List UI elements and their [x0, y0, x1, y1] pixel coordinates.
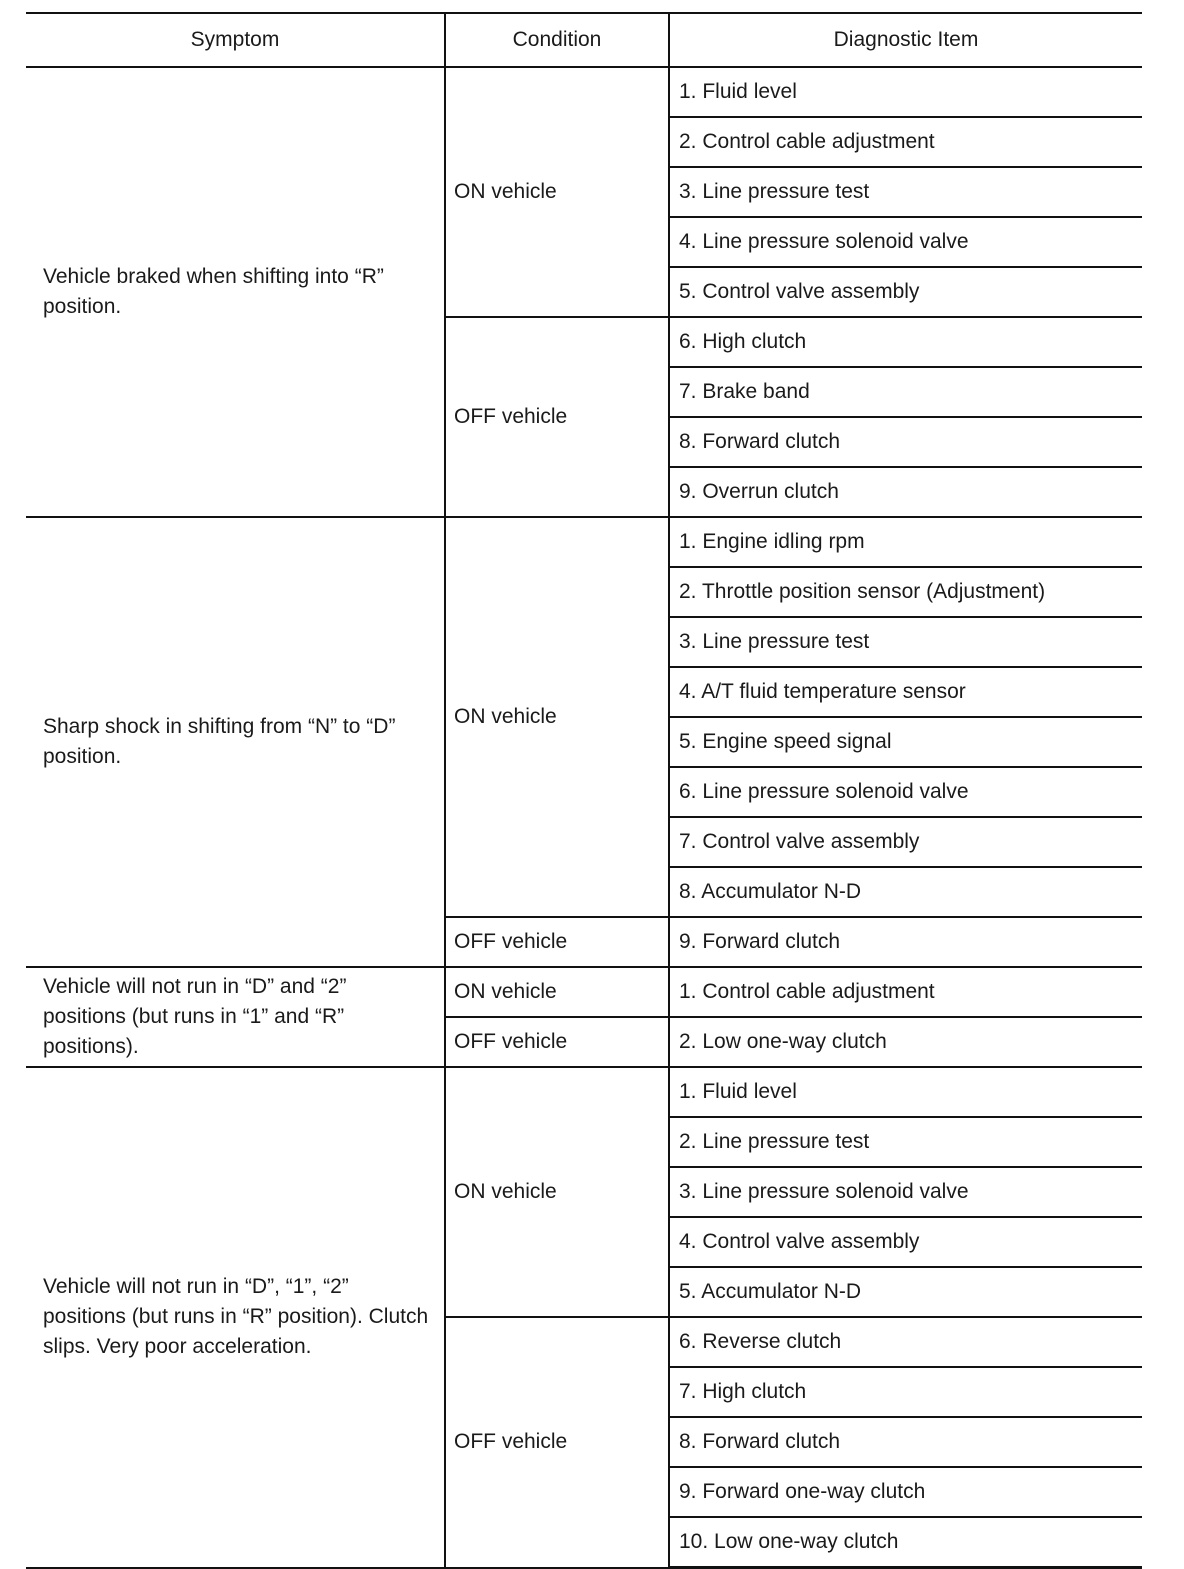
diagnostic-item-cell: 3. Line pressure test	[669, 167, 1142, 217]
diagnostic-item-cell: 5. Engine speed signal	[669, 717, 1142, 767]
table-row	[26, 67, 1142, 117]
diagnostic-item-cell: 4. Line pressure solenoid valve	[669, 217, 1142, 267]
diagnostic-item-cell: 4. A/T fluid temperature sensor	[669, 667, 1142, 717]
diagnostic-item-cell: 2. Low one-way clutch	[669, 1017, 1142, 1067]
symptom-cell: Vehicle will not run in “D” and “2” positions (but runs in “1” and “R” positions).	[26, 967, 445, 1067]
diagnostic-item-cell: 9. Forward one-way clutch	[669, 1467, 1142, 1517]
condition-cell: OFF vehicle	[445, 1017, 669, 1067]
condition-cell: ON vehicle	[445, 967, 669, 1017]
diagnostic-item-cell: 1. Engine idling rpm	[669, 517, 1142, 567]
diagnostic-item-cell: 8. Forward clutch	[669, 1417, 1142, 1467]
diagnostic-item-cell: 2. Line pressure test	[669, 1117, 1142, 1167]
diagnostic-item-cell: 1. Fluid level	[669, 1067, 1142, 1117]
diagnostic-item-cell: 1. Control cable adjustment	[669, 967, 1142, 1017]
diagnostic-item-cell: 9. Overrun clutch	[669, 467, 1142, 517]
condition-cell: ON vehicle	[445, 517, 669, 917]
table-row	[26, 517, 1142, 567]
condition-cell: OFF vehicle	[445, 1317, 669, 1568]
condition-cell: ON vehicle	[445, 67, 669, 317]
diagnostic-item-cell: 3. Line pressure solenoid valve	[669, 1167, 1142, 1217]
header-condition: Condition	[445, 13, 669, 67]
diagnostic-item-cell: 7. Control valve assembly	[669, 817, 1142, 867]
diagnostic-item-cell: 4. Control valve assembly	[669, 1217, 1142, 1267]
diagnostic-table	[26, 12, 1142, 1569]
diagnostic-item-cell: 5. Control valve assembly	[669, 267, 1142, 317]
header-row	[26, 13, 1142, 67]
diagnostic-item-cell: 7. High clutch	[669, 1367, 1142, 1417]
table-body	[26, 67, 1142, 1568]
condition-cell: OFF vehicle	[445, 317, 669, 517]
diagnostic-item-cell: 5. Accumulator N-D	[669, 1267, 1142, 1317]
diagnostic-item-cell: 9. Forward clutch	[669, 917, 1142, 967]
diagnostic-item-cell: 6. Reverse clutch	[669, 1317, 1142, 1367]
symptom-cell: Vehicle braked when shifting into “R” position.	[26, 67, 445, 517]
condition-cell: ON vehicle	[445, 1067, 669, 1317]
table-row	[26, 1067, 1142, 1117]
diagnostic-item-cell: 3. Line pressure test	[669, 617, 1142, 667]
symptom-cell: Vehicle will not run in “D”, “1”, “2” positions (but runs in “R” position). Clutch slips. Very poor acceleration.	[26, 1067, 445, 1568]
symptom-cell: Sharp shock in shifting from “N” to “D” position.	[26, 517, 445, 967]
diagnostic-item-cell: 8. Forward clutch	[669, 417, 1142, 467]
diagnostic-item-cell: 1. Fluid level	[669, 67, 1142, 117]
condition-cell: OFF vehicle	[445, 917, 669, 967]
diagnostic-item-cell: 7. Brake band	[669, 367, 1142, 417]
diagnostic-item-cell: 10. Low one-way clutch	[669, 1517, 1142, 1568]
diagnostic-item-cell: 8. Accumulator N-D	[669, 867, 1142, 917]
header-diagnostic-item: Diagnostic Item	[669, 13, 1142, 67]
header-symptom: Symptom	[26, 13, 445, 67]
table-row	[26, 967, 1142, 1017]
diagnostic-item-cell: 2. Throttle position sensor (Adjustment)	[669, 567, 1142, 617]
diagnostic-item-cell: 2. Control cable adjustment	[669, 117, 1142, 167]
diagnostic-item-cell: 6. Line pressure solenoid valve	[669, 767, 1142, 817]
diagnostic-item-cell: 6. High clutch	[669, 317, 1142, 367]
